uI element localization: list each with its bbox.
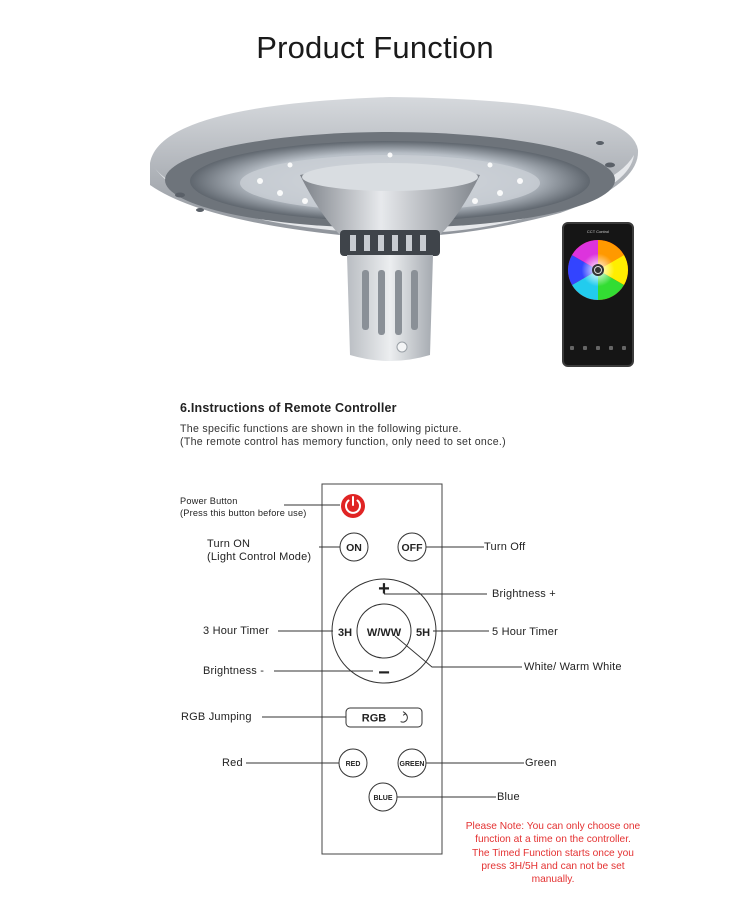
rgb-button[interactable] — [346, 708, 422, 727]
note-line-4: press 3H/5H and can not be set — [481, 860, 625, 872]
red-button-label: RED — [345, 761, 361, 768]
timer-3h-button[interactable]: 3H — [337, 627, 353, 639]
power-button-label-1: Power Button — [180, 496, 238, 506]
red-button[interactable] — [339, 749, 367, 777]
rgb-button-label: RGB — [361, 712, 387, 725]
on-button[interactable] — [340, 533, 368, 561]
app-title: CCT Control — [586, 229, 610, 234]
usage-note — [448, 820, 658, 886]
note-line-3: The Timed Function starts once you — [472, 847, 634, 859]
turn-off-label: Turn Off — [484, 541, 526, 553]
note-line-5: manually. — [531, 874, 575, 886]
blue-label: Blue — [497, 791, 520, 803]
power-button[interactable] — [341, 494, 365, 518]
off-button[interactable] — [398, 533, 426, 561]
power-button-label-2: (Press this button before use) — [180, 508, 307, 518]
green-button-label: GREEN — [399, 761, 425, 768]
note-line-2: function at a time on the controller. — [475, 834, 631, 846]
brightness-minus-button[interactable]: − — [378, 662, 390, 684]
brightness-minus-label: Brightness - — [203, 665, 265, 677]
timer-5h-button[interactable]: 5H — [415, 627, 431, 639]
on-button-label: ON — [346, 542, 362, 554]
intro-line-2: (The remote control has memory function, only need to set once.) — [180, 436, 506, 448]
green-label: Green — [525, 757, 557, 769]
white-warm-label: White/ Warm White — [524, 661, 622, 673]
brightness-plus-button[interactable]: + — [378, 578, 390, 600]
timer-5h-label: 5 Hour Timer — [492, 626, 558, 638]
red-label: Red — [222, 757, 243, 769]
green-button[interactable] — [398, 749, 426, 777]
intro-line-1: The specific functions are shown in the following picture. — [180, 423, 462, 435]
blue-button[interactable] — [369, 783, 397, 811]
off-button-label: OFF — [401, 542, 423, 554]
turn-on-label-2: (Light Control Mode) — [207, 551, 312, 563]
page-title: Product Function — [256, 30, 494, 65]
note-line-1: Please Note: You can only choose one — [465, 821, 641, 832]
turn-on-label-1: Turn ON — [207, 538, 251, 550]
timer-3h-label: 3 Hour Timer — [203, 625, 269, 637]
brightness-plus-label: Brightness + — [492, 588, 556, 600]
blue-button-label: BLUE — [373, 795, 393, 802]
section-heading: 6.Instructions of Remote Controller — [180, 401, 397, 415]
ww-button-label: W/WW — [366, 627, 402, 639]
rgb-jumping-label: RGB Jumping — [181, 711, 252, 723]
